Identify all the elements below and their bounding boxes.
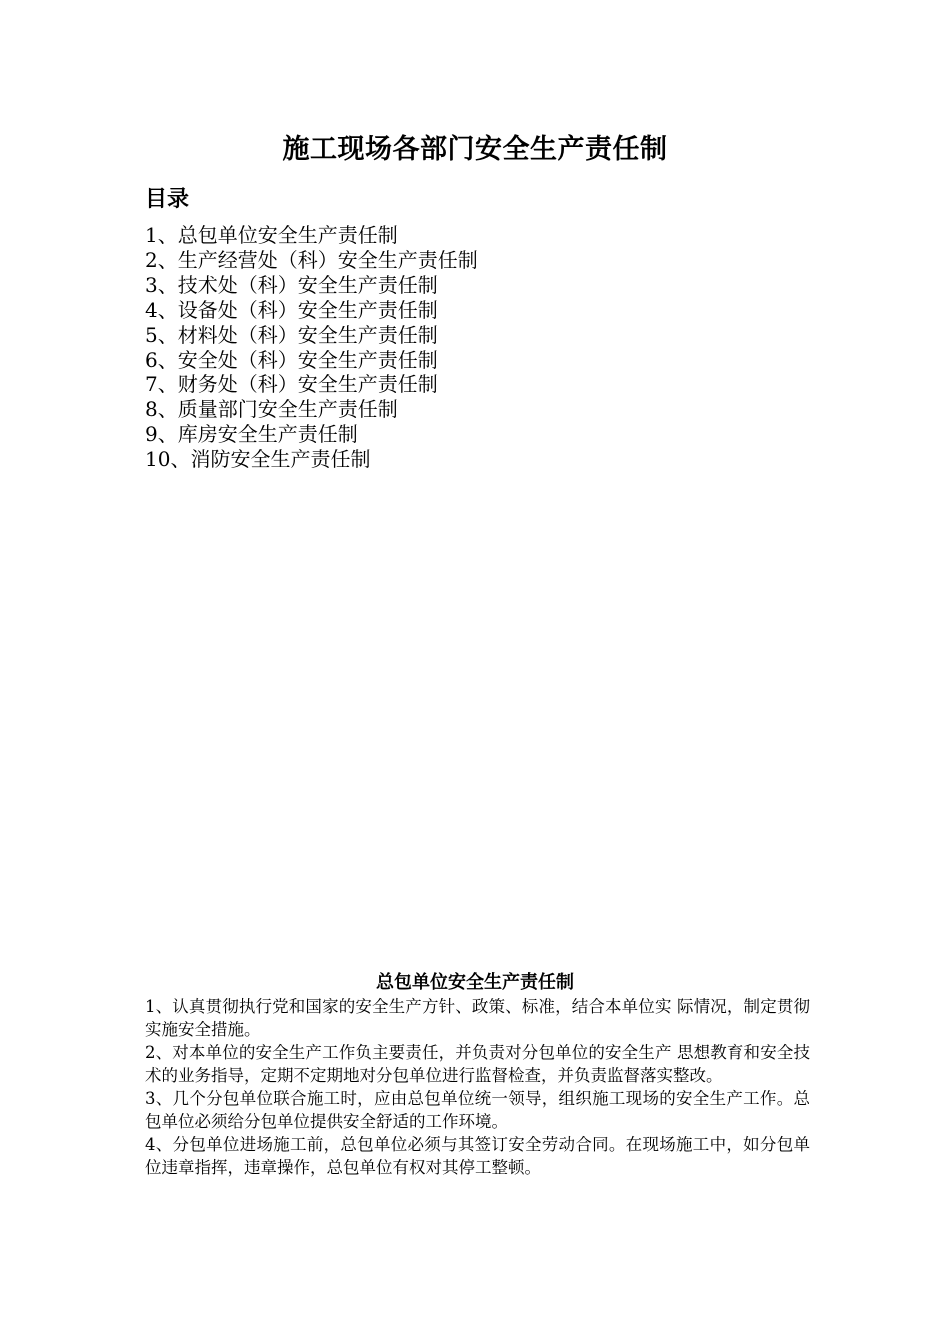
section-paragraph: 4、分包单位进场施工前，总包单位必须与其签订安全劳动合同。在现场施工中，如分包单位违章指挥，违章操作，总包单位有权对其停工整顿。 [145,1135,810,1177]
toc-item: 4、设备处（科）安全生产责任制 [145,297,438,322]
section-paragraph: 2、对本单位的安全生产工作负主要责任，并负责对分包单位的安全生产 思想教育和安全技术的业务指导，定期不定期地对分包单位进行监督检查，并负责监督落实整改。 [145,1043,810,1085]
toc-item: 5、材料处（科）安全生产责任制 [145,322,438,347]
section-paragraph: 3、几个分包单位联合施工时，应由总包单位统一领导，组织施工现场的安全生产工作。总包单位必须给分包单位提供安全舒适的工作环境。 [145,1089,810,1131]
toc-item: 3、技术处（科）安全生产责任制 [145,272,438,297]
toc-item: 1、总包单位安全生产责任制 [145,223,398,247]
table-of-contents [145,223,478,472]
toc-item: 6、安全处（科）安全生产责任制 [145,347,438,372]
section-paragraph: 1、认真贯彻执行党和国家的安全生产方针、政策、标准，结合本单位实 际情况，制定贯彻实施安全措施。 [145,997,810,1039]
toc-heading: 目录 [145,186,190,212]
toc-item: 10、消防安全生产责任制 [145,447,371,472]
section-body [145,995,810,1179]
document-title: 施工现场各部门安全生产责任制 [282,134,668,165]
toc-item: 7、财务处（科）安全生产责任制 [145,372,438,397]
toc-item: 2、生产经营处（科）安全生产责任制 [145,247,478,272]
toc-item: 8、质量部门安全生产责任制 [145,397,398,422]
section-title: 总包单位安全生产责任制 [376,972,574,993]
toc-item: 9、库房安全生产责任制 [145,422,358,447]
